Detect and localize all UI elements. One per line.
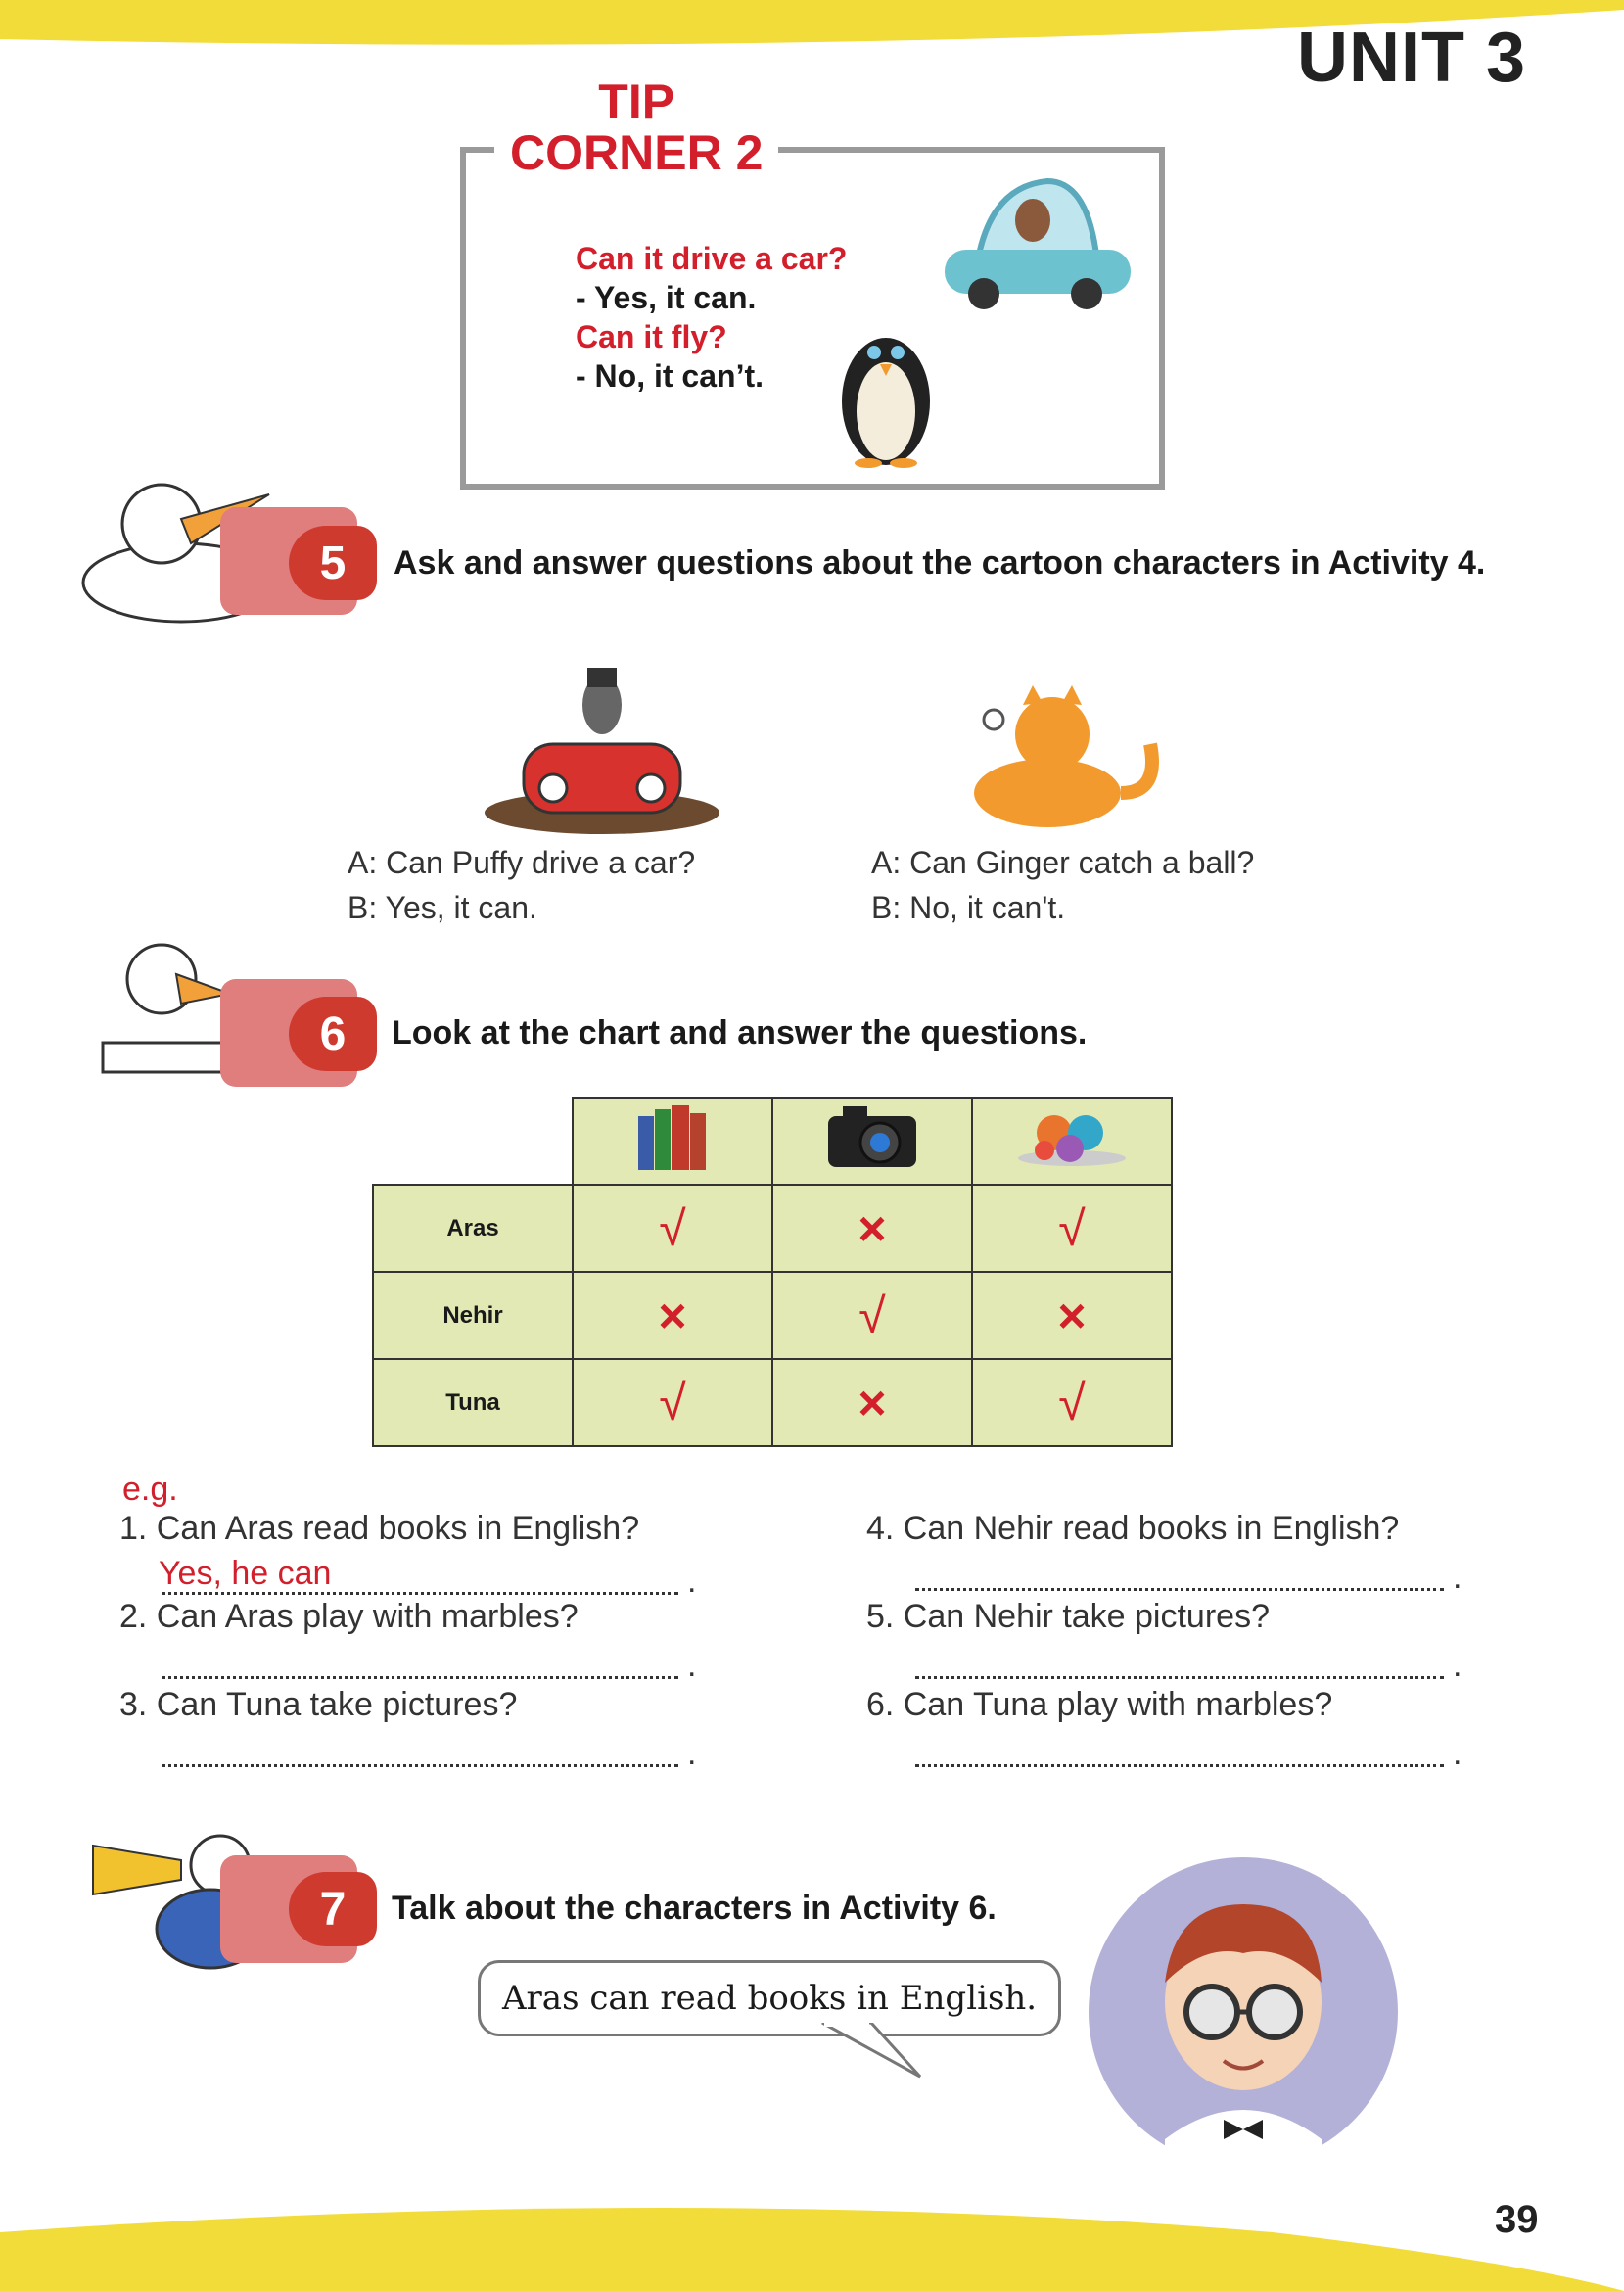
chart-row-name: Nehir <box>373 1272 573 1359</box>
tip-answer-1: - Yes, it can. <box>576 280 757 315</box>
chart-cell: × <box>772 1185 972 1272</box>
dialog-right <box>871 840 1254 930</box>
speech-bubble: Aras can read books in English. <box>478 1960 1061 2036</box>
dialog-left-a: A: Can Puffy drive a car? <box>348 845 696 880</box>
answer-line-3[interactable] <box>162 1760 678 1767</box>
car-with-dog-icon <box>940 166 1136 313</box>
tip-answer-2: - No, it can’t. <box>576 358 764 394</box>
question-2: 2. Can Aras play with marbles? <box>119 1598 579 1635</box>
chart-row-name: Tuna <box>373 1359 573 1446</box>
rabbit-car-icon <box>475 666 729 842</box>
chart-cell: √ <box>573 1185 772 1272</box>
answer-line-2[interactable] <box>162 1672 678 1679</box>
chart-row <box>373 1185 1172 1272</box>
chart-row <box>373 1359 1172 1446</box>
answer-line-5[interactable] <box>915 1672 1444 1679</box>
activity7-number: 7 <box>289 1872 377 1946</box>
cat-ginger-icon <box>964 685 1170 832</box>
chart-header-books <box>573 1098 772 1185</box>
activity-chart <box>372 1097 1173 1447</box>
speech-bubble-tail <box>812 2023 930 2081</box>
line-end-dot-3: . <box>687 1735 697 1772</box>
tip-question-2: Can it fly? <box>576 319 727 354</box>
dialog-left-b: B: Yes, it can. <box>348 890 537 925</box>
chart-cell: √ <box>972 1359 1172 1446</box>
chart-cell: √ <box>772 1272 972 1359</box>
camera-icon <box>823 1101 921 1170</box>
answer-1-example: Yes, he can <box>159 1555 332 1592</box>
line-end-dot-1: . <box>687 1563 697 1600</box>
question-5: 5. Can Nehir take pictures? <box>866 1598 1270 1635</box>
tip-dialog <box>576 239 847 396</box>
line-end-dot-4: . <box>1453 1559 1462 1596</box>
tip-title-line1: TIP <box>598 74 675 129</box>
question-3: 3. Can Tuna take pictures? <box>119 1686 518 1723</box>
books-icon <box>633 1101 712 1170</box>
answer-line-1[interactable] <box>162 1588 678 1595</box>
tip-corner-title <box>494 76 778 178</box>
chart-corner <box>373 1098 573 1185</box>
line-end-dot-2: . <box>687 1647 697 1684</box>
boy-with-glasses-avatar <box>1087 1855 1400 2169</box>
activity5-title: Ask and answer questions about the cartoon characters in Activity 4. <box>394 544 1486 582</box>
marbles-icon <box>1013 1101 1131 1170</box>
line-end-dot-5: . <box>1453 1647 1462 1684</box>
dialog-right-b: B: No, it can't. <box>871 890 1066 925</box>
example-label: e.g. <box>122 1471 178 1508</box>
question-4: 4. Can Nehir read books in English? <box>866 1510 1400 1547</box>
bottom-yellow-band <box>0 2174 1624 2291</box>
dialog-left <box>348 840 695 930</box>
chart-cell: √ <box>972 1185 1172 1272</box>
activity7-title: Talk about the characters in Activity 6. <box>392 1890 997 1927</box>
chart-cell: × <box>573 1272 772 1359</box>
chart-row <box>373 1272 1172 1359</box>
activity5-number: 5 <box>289 526 377 600</box>
chart-cell: × <box>972 1272 1172 1359</box>
tip-title-line2: CORNER 2 <box>510 125 764 180</box>
chart-header-marbles <box>972 1098 1172 1185</box>
activity6-number: 6 <box>289 997 377 1071</box>
tip-question-1: Can it drive a car? <box>576 241 848 276</box>
chart-header-camera <box>772 1098 972 1185</box>
chart-row-name: Aras <box>373 1185 573 1272</box>
dialog-right-a: A: Can Ginger catch a ball? <box>871 845 1255 880</box>
chart-cell: √ <box>573 1359 772 1446</box>
activity6-title: Look at the chart and answer the questions. <box>392 1014 1088 1052</box>
answer-line-6[interactable] <box>915 1760 1444 1767</box>
answer-line-4[interactable] <box>915 1584 1444 1591</box>
chart-cell: × <box>772 1359 972 1446</box>
unit-title: UNIT 3 <box>1296 19 1526 97</box>
question-1: 1. Can Aras read books in English? <box>119 1510 640 1547</box>
line-end-dot-6: . <box>1453 1735 1462 1772</box>
question-6: 6. Can Tuna play with marbles? <box>866 1686 1333 1723</box>
penguin-icon <box>827 313 945 470</box>
page-number: 39 <box>1495 2198 1539 2241</box>
